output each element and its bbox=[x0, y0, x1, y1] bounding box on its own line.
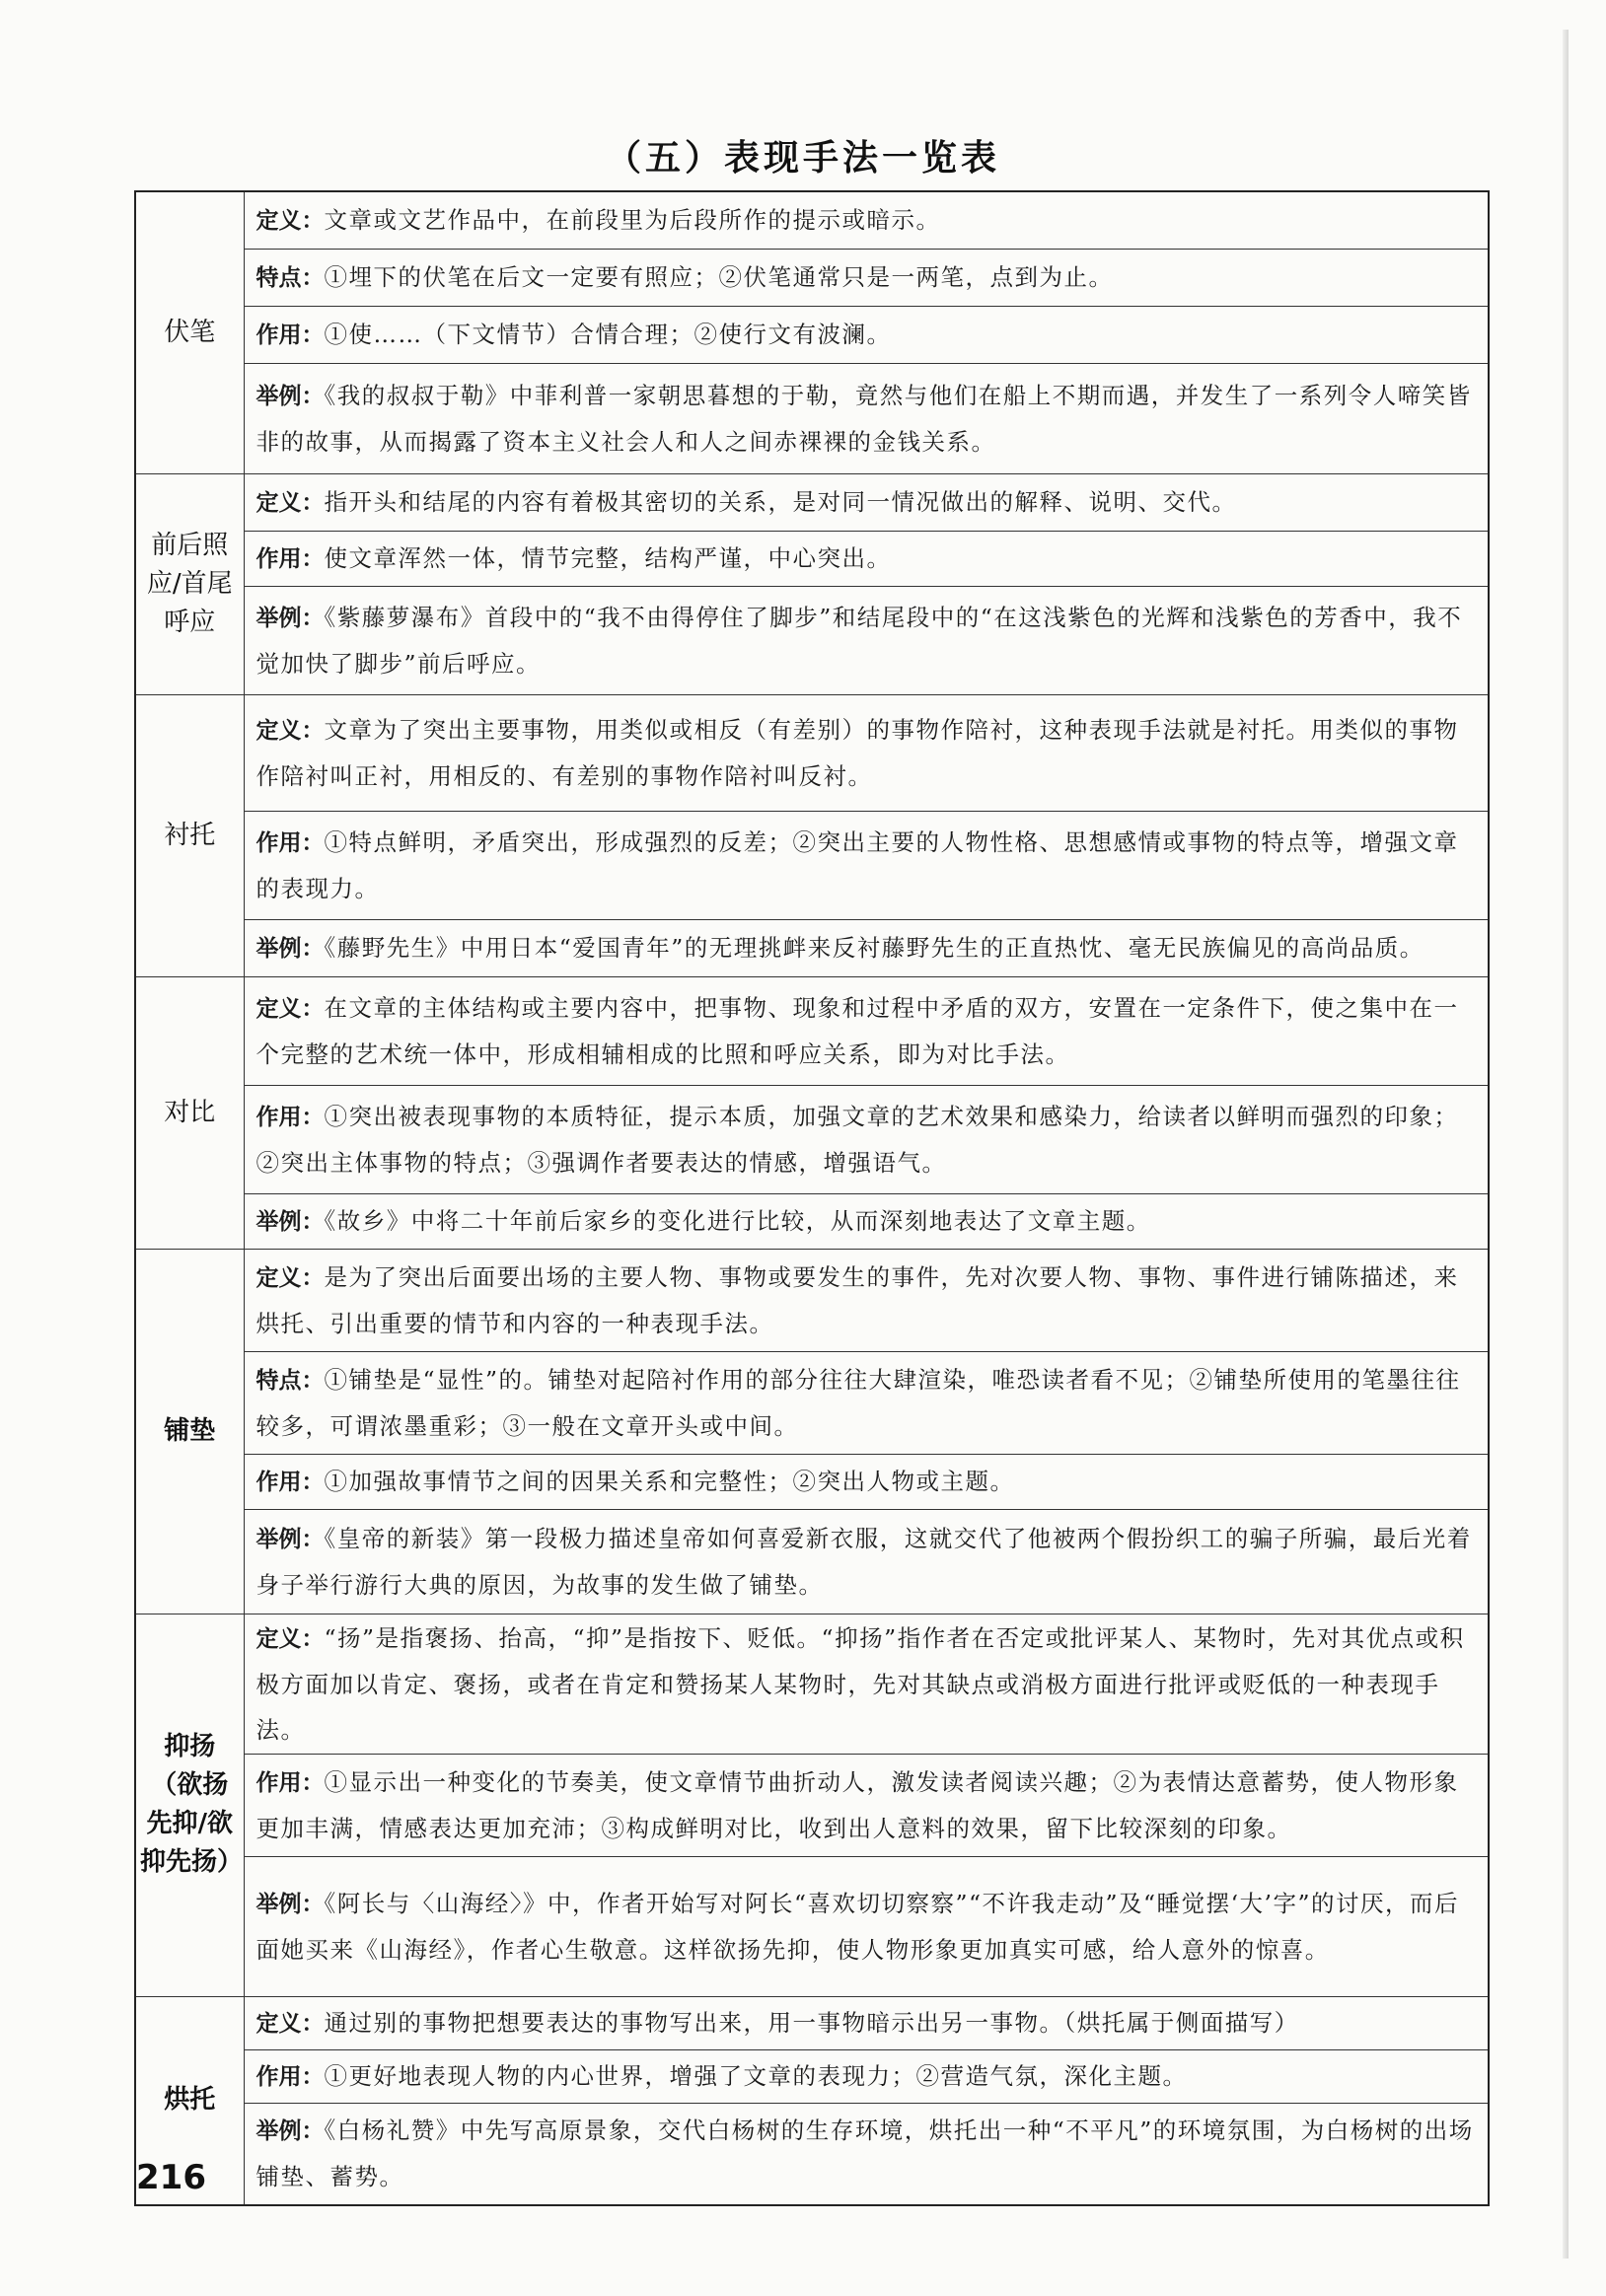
table-row bbox=[135, 191, 1489, 249]
table-row bbox=[135, 531, 1489, 586]
feature-label: 特点： bbox=[256, 1367, 325, 1394]
effect-label: 作用： bbox=[256, 1469, 325, 1495]
feature-cell bbox=[244, 249, 1489, 306]
definition-label: 定义： bbox=[256, 995, 325, 1022]
feature-cell bbox=[244, 1351, 1489, 1454]
example-cell bbox=[244, 1509, 1489, 1614]
table-row bbox=[135, 1249, 1489, 1351]
example-cell bbox=[244, 1193, 1489, 1249]
definition-cell bbox=[244, 1996, 1489, 2049]
effect-cell bbox=[244, 1085, 1489, 1193]
example-text: 《皇帝的新装》第一段极力描述皇帝如何喜爱新衣服，这就交代了他被两个假扮织工的骗子所骗，最后光着身子举行游行大典的原因，为故事的发生做了铺垫。 bbox=[256, 1524, 1472, 1599]
definition-label: 定义： bbox=[256, 717, 325, 744]
effect-cell bbox=[244, 306, 1489, 363]
page-edge bbox=[1563, 30, 1569, 2259]
effect-cell bbox=[244, 1754, 1489, 1856]
table-row bbox=[135, 586, 1489, 694]
table-row bbox=[135, 2103, 1489, 2205]
category-cell: 衬托 bbox=[135, 694, 244, 976]
example-text: 《紫藤萝瀑布》首段中的“我不由得停住了脚步”和结尾段中的“在这浅紫色的光辉和浅紫色的芳香中，我不觉加快了脚步”前后呼应。 bbox=[256, 603, 1463, 678]
definition-text: 通过别的事物把想要表达的事物写出来，用一事物暗示出另一事物。（烘托属于侧面描写） bbox=[324, 2008, 1299, 2037]
table-row bbox=[135, 306, 1489, 363]
example-label: 举例： bbox=[256, 1526, 325, 1552]
definition-text: 是为了突出后面要出场的主要人物、事物或要发生的事件，先对次要人物、事物、事件进行铺陈描述，来烘托、引出重要的情节和内容的一种表现手法。 bbox=[256, 1262, 1459, 1337]
category-cell: 对比 bbox=[135, 976, 244, 1249]
definition-text: 文章为了突出主要事物，用类似或相反（有差别）的事物作陪衬，这种表现手法就是衬托。用类似的事物作陪衬叫正衬，用相反的、有差别的事物作陪衬叫反衬。 bbox=[256, 715, 1459, 790]
definition-label: 定义： bbox=[256, 2010, 325, 2037]
example-cell bbox=[244, 919, 1489, 976]
example-text: 《阿长与〈山海经〉》中，作者开始写对阿长“喜欢切切察察”“不许我走动”及“睡觉摆‘大’字”的讨厌，而后面她买来《山海经》，作者心生敬意。这样欲扬先抑，使人物形象更加真实可感，给人意外的惊喜。 bbox=[256, 1889, 1460, 1964]
category-cell: 铺垫 bbox=[135, 1249, 244, 1614]
category-cell: 伏笔 bbox=[135, 191, 244, 473]
definition-text: 在文章的主体结构或主要内容中，把事物、现象和过程中矛盾的双方，安置在一定条件下，使之集中在一个完整的艺术统一体中，形成相辅相成的比照和呼应关系，即为对比手法。 bbox=[256, 993, 1459, 1068]
table-row bbox=[135, 1754, 1489, 1856]
definition-label: 定义： bbox=[256, 1625, 325, 1652]
table-row bbox=[135, 1351, 1489, 1454]
example-label: 举例： bbox=[256, 1208, 325, 1235]
table-row bbox=[135, 363, 1489, 473]
effect-text: ①更好地表现人物的内心世界，增强了文章的表现力；②营造气氛，深化主题。 bbox=[324, 2061, 1188, 2090]
example-label: 举例： bbox=[256, 935, 325, 962]
example-text: 《我的叔叔于勒》中菲利普一家朝思暮想的于勒，竟然与他们在船上不期而遇，并发生了一系列令人啼笑皆非的故事，从而揭露了资本主义社会人和人之间赤裸裸的金钱关系。 bbox=[256, 381, 1472, 456]
table-row bbox=[135, 694, 1489, 811]
table-row bbox=[135, 1454, 1489, 1509]
page-number: 216 bbox=[136, 2158, 206, 2197]
definition-cell bbox=[244, 1614, 1489, 1754]
table-row bbox=[135, 1193, 1489, 1249]
definition-label: 定义： bbox=[256, 1264, 325, 1291]
table-row bbox=[135, 811, 1489, 919]
table-row bbox=[135, 1085, 1489, 1193]
definition-cell bbox=[244, 976, 1489, 1085]
table-row bbox=[135, 1856, 1489, 1996]
feature-text: ①埋下的伏笔在后文一定要有照应；②伏笔通常只是一两笔，点到为止。 bbox=[324, 262, 1114, 291]
table-row bbox=[135, 1614, 1489, 1754]
definition-text: “扬”是指褒扬、抬高，“抑”是指按下、贬低。“抑扬”指作者在否定或批评某人、某物时，先对其优点或积极方面加以肯定、褒扬，或者在肯定和赞扬某人某物时，先对其缺点或消极方面进行批评或贬低的一种表现手法。 bbox=[256, 1623, 1465, 1744]
definition-text: 文章或文艺作品中，在前段里为后段所作的提示或暗示。 bbox=[324, 205, 941, 234]
example-label: 举例： bbox=[256, 383, 325, 409]
table-row bbox=[135, 249, 1489, 306]
example-text: 《白杨礼赞》中先写高原景象，交代白杨树的生存环境，烘托出一种“不平凡”的环境氛围，为白杨树的出场铺垫、蓄势。 bbox=[256, 2117, 1474, 2191]
example-text: 《故乡》中将二十年前后家乡的变化进行比较，从而深刻地表达了文章主题。 bbox=[324, 1206, 1151, 1235]
example-label: 举例： bbox=[256, 1891, 325, 1917]
table-row bbox=[135, 1509, 1489, 1614]
example-label: 举例： bbox=[256, 2118, 325, 2145]
effect-label: 作用： bbox=[256, 322, 325, 348]
example-cell bbox=[244, 586, 1489, 694]
example-label: 举例： bbox=[256, 605, 325, 631]
effect-text: ①加强故事情节之间的因果关系和完整性；②突出人物或主题。 bbox=[324, 1467, 1015, 1495]
feature-text: ①铺垫是“显性”的。铺垫对起陪衬作用的部分往往大肆渲染，唯恐读者看不见；②铺垫所使用的笔墨往往较多，可谓浓墨重彩；③一般在文章开头或中间。 bbox=[256, 1365, 1461, 1440]
effect-label: 作用： bbox=[256, 829, 325, 856]
effect-text: ①使……（下文情节）合情合理；②使行文有波澜。 bbox=[324, 320, 892, 348]
effect-label: 作用： bbox=[256, 1769, 325, 1796]
feature-label: 特点： bbox=[256, 264, 325, 291]
example-text: 《藤野先生》中用日本“爱国青年”的无理挑衅来反衬藤野先生的正直热忱、毫无民族偏见的高尚品质。 bbox=[324, 933, 1424, 962]
definition-cell bbox=[244, 1249, 1489, 1351]
category-cell: 烘托 bbox=[135, 1996, 244, 2205]
table-row bbox=[135, 2049, 1489, 2103]
effect-text: ①显示出一种变化的节奏美，使文章情节曲折动人，激发读者阅读兴趣；②为表情达意蓄势，使人物形象更加丰满，情感表达更加充沛；③构成鲜明对比，收到出人意料的效果，留下比较深刻的印象。 bbox=[256, 1767, 1459, 1842]
example-cell bbox=[244, 2103, 1489, 2205]
definition-text: 指开头和结尾的内容有着极其密切的关系，是对同一情况做出的解释、说明、交代。 bbox=[324, 487, 1237, 516]
effect-text: 使文章浑然一体，情节完整，结构严谨，中心突出。 bbox=[324, 543, 892, 572]
definition-cell bbox=[244, 694, 1489, 811]
effect-cell bbox=[244, 531, 1489, 586]
definition-label: 定义： bbox=[256, 207, 325, 234]
effect-label: 作用： bbox=[256, 1104, 325, 1130]
table-row bbox=[135, 473, 1489, 531]
table-row bbox=[135, 919, 1489, 976]
effect-cell bbox=[244, 2049, 1489, 2103]
table-row bbox=[135, 976, 1489, 1085]
effect-text: ①突出被表现事物的本质特征，提示本质，加强文章的艺术效果和感染力，给读者以鲜明而强烈的印象；②突出主体事物的特点；③强调作者要表达的情感，增强语气。 bbox=[256, 1102, 1459, 1177]
example-cell bbox=[244, 1856, 1489, 1996]
definition-label: 定义： bbox=[256, 489, 325, 516]
effect-cell bbox=[244, 1454, 1489, 1509]
definition-cell bbox=[244, 473, 1489, 531]
effect-label: 作用： bbox=[256, 545, 325, 572]
effect-text: ①特点鲜明，矛盾突出，形成强烈的反差；②突出主要的人物性格、思想感情或事物的特点等，增强文章的表现力。 bbox=[256, 827, 1459, 902]
table-row bbox=[135, 1996, 1489, 2049]
techniques-table bbox=[134, 190, 1490, 2206]
definition-cell bbox=[244, 191, 1489, 249]
effect-label: 作用： bbox=[256, 2063, 325, 2090]
category-cell: 抑扬（欲扬先抑/欲抑先扬） bbox=[135, 1614, 244, 1996]
effect-cell bbox=[244, 811, 1489, 919]
example-cell bbox=[244, 363, 1489, 473]
category-cell: 前后照应/首尾呼应 bbox=[135, 473, 244, 694]
page-title: （五）表现手法一览表 bbox=[605, 138, 1000, 179]
